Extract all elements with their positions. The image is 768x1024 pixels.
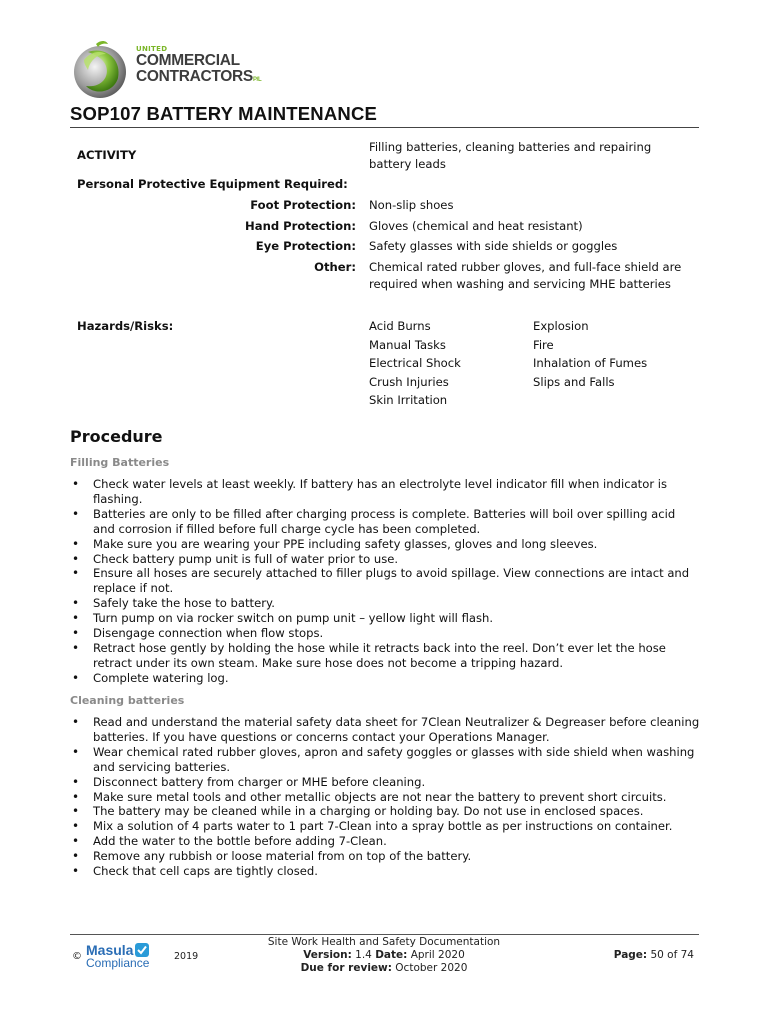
list-item: • Mix a solution of 4 parts water to 1 part 7-Clean into a spray bottle as per instructions on container.	[70, 819, 700, 834]
logo-line-commercial: COMMERCIAL	[136, 52, 240, 69]
footer-version-line	[214, 949, 554, 962]
masula-brand-sub: Compliance	[86, 956, 150, 970]
list-item: • Batteries are only to be filled after charging process is complete. Batteries will boil over spilling acid and corrosion if filled before full charge cycle has been completed.	[70, 507, 700, 537]
date-value: April 2020	[410, 949, 465, 961]
version-label: Version:	[303, 949, 352, 961]
review-value: October 2020	[395, 962, 468, 974]
list-item: • Ensure all hoses are securely attached to filler plugs to avoid spillage. View connections are intact and replace if not.	[70, 566, 700, 596]
hazard-item: Inhalation of Fumes	[533, 356, 648, 370]
list-item: • Wear chemical rated rubber gloves, apron and safety goggles or glasses with side shield when washing and servicing batteries.	[70, 745, 700, 775]
activity-value: Filling batteries, cleaning batteries and repairing battery leads	[369, 140, 652, 171]
title-divider	[70, 127, 699, 128]
ppe-value-hand: Gloves (chemical and heat resistant)	[369, 219, 583, 233]
hazard-item: Crush Injuries	[369, 375, 449, 389]
footer-doc-title: Site Work Health and Safety Documentation	[267, 936, 501, 948]
list-item: • Safely take the hose to battery.	[70, 596, 700, 611]
checkmark-icon	[135, 943, 149, 957]
list-item: • Check that cell caps are tightly closed.	[70, 864, 700, 879]
page-title: SOP107 BATTERY MAINTENANCE	[70, 103, 378, 124]
ppe-label-foot: Foot Protection:	[250, 198, 356, 212]
footer-divider	[70, 934, 699, 935]
ppe-label-hand: Hand Protection:	[245, 219, 356, 233]
footer-review-line	[214, 962, 554, 975]
list-item: • Check battery pump unit is full of water prior to use.	[70, 552, 700, 567]
list-item: • Remove any rubbish or loose material from on top of the battery.	[70, 849, 700, 864]
list-item: • Complete watering log.	[70, 671, 700, 686]
section-title-cleaning: Cleaning batteries	[70, 694, 185, 707]
copyright-symbol: ©	[72, 951, 82, 962]
list-item: • Make sure you are wearing your PPE including safety glasses, gloves and long sleeves.	[70, 537, 700, 552]
list-item: • Disengage connection when flow stops.	[70, 626, 700, 641]
hazard-item: Manual Tasks	[369, 338, 446, 352]
ppe-label-other: Other:	[314, 260, 356, 274]
masula-brand-name: Masula	[86, 942, 134, 958]
hazard-item: Slips and Falls	[533, 375, 615, 389]
list-item: • The battery may be cleaned while in a charging or holding bay. Do not use in enclosed spaces.	[70, 804, 700, 819]
list-item: • Check water levels at least weekly. If battery has an electrolyte level indicator fill when indicator is flashing.	[70, 477, 700, 507]
hazards-label: Hazards/Risks:	[77, 319, 174, 333]
review-label: Due for review:	[300, 962, 392, 974]
logo-line-united: UNITED	[136, 45, 168, 53]
ppe-value-other: Chemical rated rubber gloves, and full-face shield are required when washing and servicing MHE batteries	[369, 260, 682, 291]
ppe-value-eye: Safety glasses with side shields or goggles	[369, 239, 618, 253]
sphere-logo-icon	[70, 38, 132, 100]
page-label: Page:	[613, 949, 648, 961]
section-title-filling: Filling Batteries	[70, 456, 170, 469]
page-value: 50 of 74	[650, 949, 694, 961]
hazard-item: Explosion	[533, 319, 589, 333]
logo-line-contractors: CONTRACTORS	[136, 67, 253, 85]
ppe-label-eye: Eye Protection:	[255, 239, 356, 253]
masula-logo	[86, 943, 166, 969]
cleaning-steps-list	[70, 715, 700, 879]
list-item: • Turn pump on via rocker switch on pump unit – yellow light will flash.	[70, 611, 700, 626]
footer-page-number	[598, 949, 694, 962]
list-item: • Read and understand the material safety data sheet for 7Clean Neutralizer & Degreaser before cleaning batteries. If you have questions or concerns contact your Operations Manager.	[70, 715, 700, 745]
logo-suffix: P/L	[252, 76, 262, 83]
hazard-item: Fire	[533, 338, 554, 352]
procedure-heading: Procedure	[70, 427, 163, 446]
company-logo	[70, 38, 270, 100]
filling-steps-list	[70, 477, 700, 686]
list-item: • Retract hose gently by holding the hose while it retracts back into the reel. Don’t ever let the hose retract under its own steam. Make sure hose does not become a tripping hazard.	[70, 641, 700, 671]
footer-year: 2019	[174, 951, 199, 962]
list-item: • Add the water to the bottle before adding 7-Clean.	[70, 834, 700, 849]
list-item: • Disconnect battery from charger or MHE before cleaning.	[70, 775, 700, 790]
activity-label: ACTIVITY	[77, 148, 137, 162]
list-item: • Make sure metal tools and other metallic objects are not near the battery to prevent short circuits.	[70, 790, 700, 805]
ppe-value-foot: Non-slip shoes	[369, 198, 454, 212]
hazard-item: Acid Burns	[369, 319, 431, 333]
ppe-heading: Personal Protective Equipment Required:	[77, 177, 348, 191]
date-label: Date:	[375, 949, 408, 961]
hazard-item: Electrical Shock	[369, 356, 461, 370]
version-value: 1.4	[355, 949, 372, 961]
hazard-item: Skin Irritation	[369, 393, 448, 407]
